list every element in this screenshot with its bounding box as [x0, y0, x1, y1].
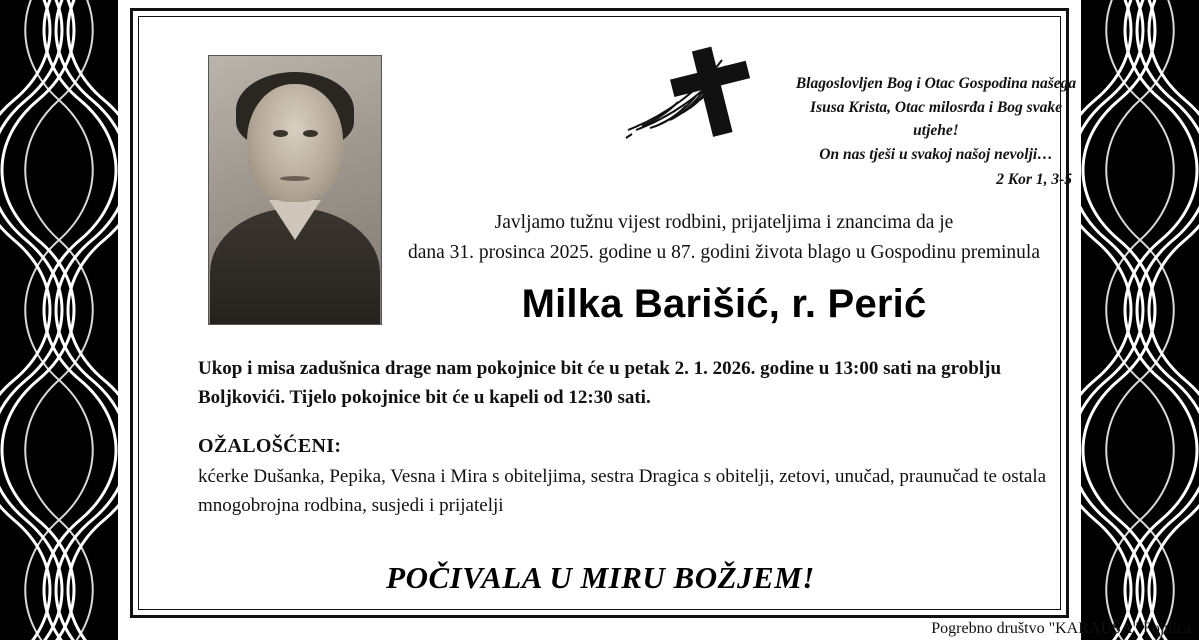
notice-card [118, 0, 1081, 640]
scripture-quote [786, 72, 1086, 192]
braid-border-left [0, 0, 118, 640]
funeral-details: Ukop i misa zadušnica drage nam pokojnice bit će u petak 2. 1. 2026. godine u 13:00 sati na groblju Boljkovići. Tijelo pokojnice bit će u kapeli od 12:30 sati. [198, 358, 1002, 408]
mourners-title: OŽALOŠĆENI: [198, 435, 342, 457]
rest-in-peace-text: POČIVALA U MIRU BOŽJEM! [386, 560, 815, 595]
deceased-name: Milka Barišić, r. Perić [521, 282, 927, 326]
funeral-home-credit: Pogrebno društvo "KARAUŠA" Fojnica [931, 620, 1191, 637]
scripture-line-2: Isusa Krista, Otac milosrđa i Bog svake utjehe! [810, 98, 1062, 140]
scripture-reference: 2 Kor 1, 3-5 [996, 171, 1072, 189]
photo-eye-right [303, 130, 318, 137]
photo-face [247, 84, 343, 202]
scripture-line-3: On nas tješi u svakoj našoj nevolji… [819, 145, 1053, 163]
scripture-line-1: Blagoslovljen Bog i Otac Gospodina našega [795, 75, 1077, 92]
announcement-line-2: dana 31. prosinca 2025. godine u 87. godini života blago u Gospodinu preminula [407, 242, 1041, 264]
mourners-list: kćerke Dušanka, Pepika, Vesna i Mira s obiteljima, sestra Dragica s obitelji, zetovi, unučad, praunučad te ostala mnogobrojna rodbina, susjedi i prijatelji [198, 466, 1047, 516]
announcement-text [374, 208, 1074, 268]
photo-eye-left [273, 130, 288, 137]
braid-border-right [1081, 0, 1199, 640]
cross-icon [616, 46, 796, 142]
notice-content [146, 20, 1077, 624]
deceased-photo [208, 55, 382, 325]
announcement-line-1: Javljamo tužnu vijest rodbini, prijateljima i znancima da je [494, 212, 954, 233]
photo-mouth [280, 176, 310, 181]
